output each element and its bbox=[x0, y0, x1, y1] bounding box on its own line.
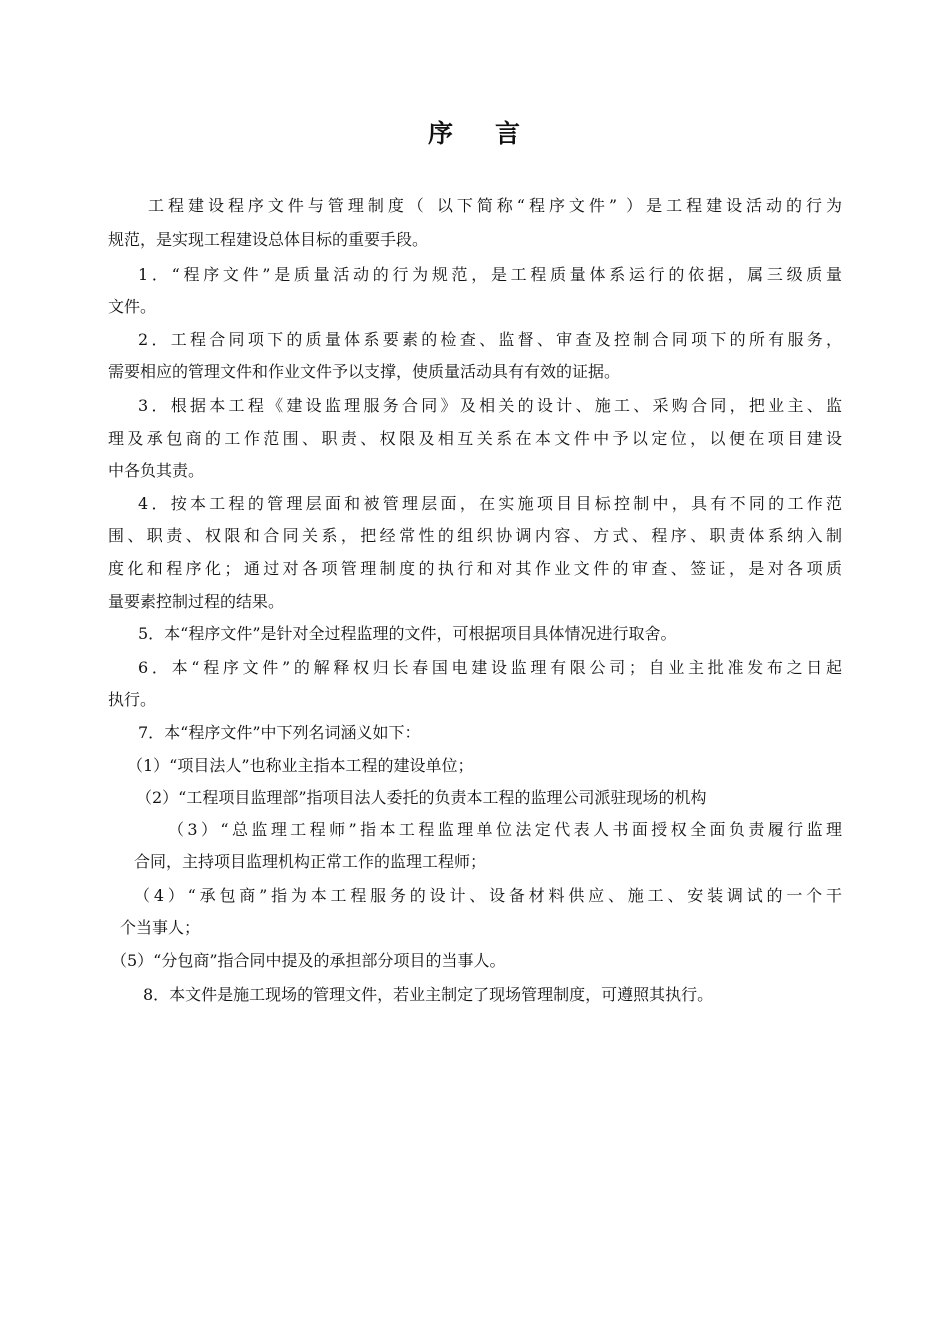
title-char-2: 言 bbox=[495, 119, 523, 148]
item-3-line-2: 理及承包商的工作范围、职责、权限及相互关系在本文件中予以定位，以便在项目建设 bbox=[108, 429, 842, 448]
item-1-line-1: 1．“程序文件”是质量活动的行为规范，是工程质量体系运行的依据，属三级质量 bbox=[138, 265, 842, 284]
item-8-line-1: 8．本文件是施工现场的管理文件，若业主制定了现场管理制度，可遵照其执行。 bbox=[143, 985, 714, 1004]
definition-5: （5）“分包商”指合同中提及的承担部分项目的当事人。 bbox=[111, 951, 506, 970]
title-char-1: 序 bbox=[427, 119, 455, 148]
definition-4-line-1: （4）“承包商”指为本工程服务的设计、设备材料供应、施工、安装调试的一个干 bbox=[134, 886, 842, 905]
item-2-line-2: 需要相应的管理文件和作业文件予以支撑，使质量活动具有有效的证据。 bbox=[108, 362, 621, 381]
item-7-line-1: 7．本“程序文件”中下列名词涵义如下： bbox=[138, 723, 421, 742]
preface-intro-line-2: 规范，是实现工程建设总体目标的重要手段。 bbox=[108, 230, 429, 249]
item-4-line-2: 围、职责、权限和合同关系，把经常性的组织协调内容、方式、程序、职责体系纳入制 bbox=[108, 526, 842, 545]
definition-2: （2）“工程项目监理部”指项目法人委托的负责本工程的监理公司派驻现场的机构 bbox=[136, 788, 707, 807]
page-title bbox=[0, 112, 950, 156]
item-6-line-2: 执行。 bbox=[108, 690, 157, 709]
item-4-line-4: 量要素控制过程的结果。 bbox=[108, 592, 285, 611]
definition-4-line-2: 个当事人； bbox=[120, 918, 201, 937]
item-3-line-1: 3．根据本工程《建设监理服务合同》及相关的设计、施工、采购合同，把业主、监 bbox=[138, 396, 842, 415]
item-1-line-2: 文件。 bbox=[108, 297, 157, 316]
item-4-line-1: 4．按本工程的管理层面和被管理层面，在实施项目目标控制中，具有不同的工作范 bbox=[138, 494, 842, 513]
item-2-line-1: 2．工程合同项下的质量体系要素的检查、监督、审查及控制合同项下的所有服务， bbox=[138, 330, 842, 349]
item-6-line-1: 6．本“程序文件”的解释权归长春国电建设监理有限公司；自业主批准发布之日起 bbox=[138, 658, 842, 677]
preface-intro-line-1: 工程建设程序文件与管理制度（ 以下简称“程序文件” ）是工程建设活动的行为 bbox=[148, 196, 842, 215]
item-4-line-3: 度化和程序化；通过对各项管理制度的执行和对其作业文件的审查、签证，是对各项质 bbox=[108, 559, 842, 578]
definition-3-line-1: （3）“总监理工程师”指本工程监理单位法定代表人书面授权全面负责履行监理 bbox=[168, 820, 842, 839]
definition-1: （1）“项目法人”也称业主指本工程的建设单位； bbox=[127, 756, 474, 775]
item-3-line-3: 中各负其责。 bbox=[108, 461, 205, 480]
definition-3-line-2: 合同，主持项目监理机构正常工作的监理工程师； bbox=[134, 852, 487, 871]
item-5-line-1: 5．本“程序文件”是针对全过程监理的文件，可根据项目具体情况进行取舍。 bbox=[138, 624, 677, 643]
